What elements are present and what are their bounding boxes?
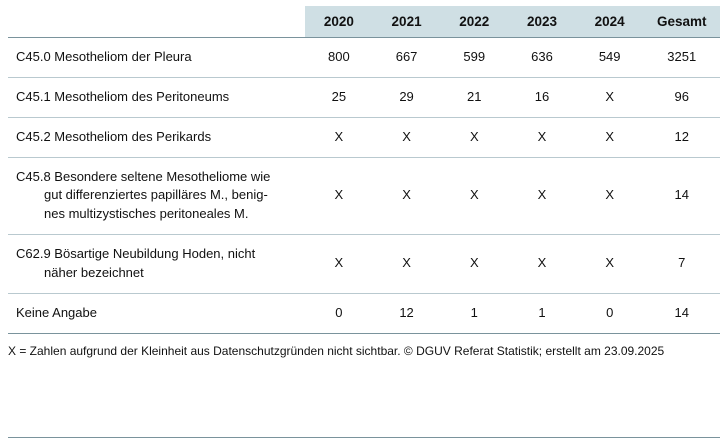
cell-gesamt: 7: [644, 235, 720, 294]
cell-gesamt: 14: [644, 157, 720, 235]
cell-gesamt: 3251: [644, 38, 720, 78]
row-label: [8, 38, 305, 78]
table-row: [8, 235, 720, 294]
row-label-line: nes multizystisches peritoneales M.: [44, 206, 249, 222]
cell-2020: X: [305, 235, 373, 294]
cell-2023: X: [508, 157, 576, 235]
cell-2020: X: [305, 117, 373, 157]
table-row: [8, 117, 720, 157]
cell-gesamt: 12: [644, 117, 720, 157]
cell-2024: X: [576, 117, 644, 157]
column-header-gesamt: Gesamt: [644, 6, 720, 38]
cell-2023: X: [508, 117, 576, 157]
column-header-diagnosis: [8, 6, 305, 38]
column-header-2024: 2024: [576, 6, 644, 38]
cell-2020: 800: [305, 38, 373, 78]
table-row: [8, 157, 720, 235]
cell-2021: X: [373, 157, 441, 235]
column-header-2021: 2021: [373, 6, 441, 38]
table-footnote: X = Zahlen aufgrund der Kleinheit aus Datenschutzgründen nicht sichtbar. © DGUV Referat Statistik; erstellt am 23.09.2025: [8, 343, 665, 358]
row-label-line: C45.8 Besondere seltene Mesotheliome wie: [16, 168, 271, 184]
row-label-line: C45.0 Mesotheliom der Pleura: [16, 49, 192, 64]
cell-2022: 599: [440, 38, 508, 78]
table-row: [8, 293, 720, 333]
statistics-table-panel: [0, 6, 728, 444]
cell-2020: 0: [305, 293, 373, 333]
cell-2024: X: [576, 157, 644, 235]
row-label-line: C62.9 Bösartige Neubildung Hoden, nicht: [16, 246, 256, 262]
row-label-line: Keine Angabe: [16, 304, 97, 320]
cell-2020: X: [305, 157, 373, 235]
row-label: [8, 235, 305, 294]
row-label-line: C45.1 Mesotheliom des Peritoneums: [16, 88, 230, 104]
cell-2023: 16: [508, 77, 576, 117]
cell-2021: X: [373, 235, 441, 294]
row-label: [8, 117, 305, 157]
column-header-2023: 2023: [508, 6, 576, 38]
row-label: [8, 157, 305, 235]
cell-2022: 21: [440, 77, 508, 117]
cell-2024: X: [576, 77, 644, 117]
cell-2021: 667: [373, 38, 441, 78]
table-body: [8, 38, 720, 334]
cell-2021: 12: [373, 293, 441, 333]
cell-2022: 1: [440, 293, 508, 333]
cell-gesamt: 14: [644, 293, 720, 333]
row-label-line: gut differenziertes papilläres M., benig-: [44, 187, 268, 203]
table-row: [8, 77, 720, 117]
row-label-line: C45.2 Mesotheliom des Perikards: [16, 128, 212, 144]
cell-2024: X: [576, 235, 644, 294]
cell-2023: X: [508, 235, 576, 294]
cell-2022: X: [440, 157, 508, 235]
row-label: [8, 77, 305, 117]
mesothelioma-statistics-table: [8, 6, 720, 334]
cell-2021: X: [373, 117, 441, 157]
table-row: [8, 38, 720, 78]
table-header: [8, 6, 720, 38]
row-label-line: näher bezeichnet: [44, 264, 144, 280]
cell-2023: 1: [508, 293, 576, 333]
column-header-2022: 2022: [440, 6, 508, 38]
cell-2022: X: [440, 117, 508, 157]
header-row: [8, 6, 720, 38]
cell-2023: 636: [508, 38, 576, 78]
cell-2020: 25: [305, 77, 373, 117]
cell-2024: 0: [576, 293, 644, 333]
cell-2022: X: [440, 235, 508, 294]
row-label: [8, 293, 305, 333]
cell-gesamt: 96: [644, 77, 720, 117]
cell-2024: 549: [576, 38, 644, 78]
cell-2021: 29: [373, 77, 441, 117]
column-header-2020: 2020: [305, 6, 373, 38]
